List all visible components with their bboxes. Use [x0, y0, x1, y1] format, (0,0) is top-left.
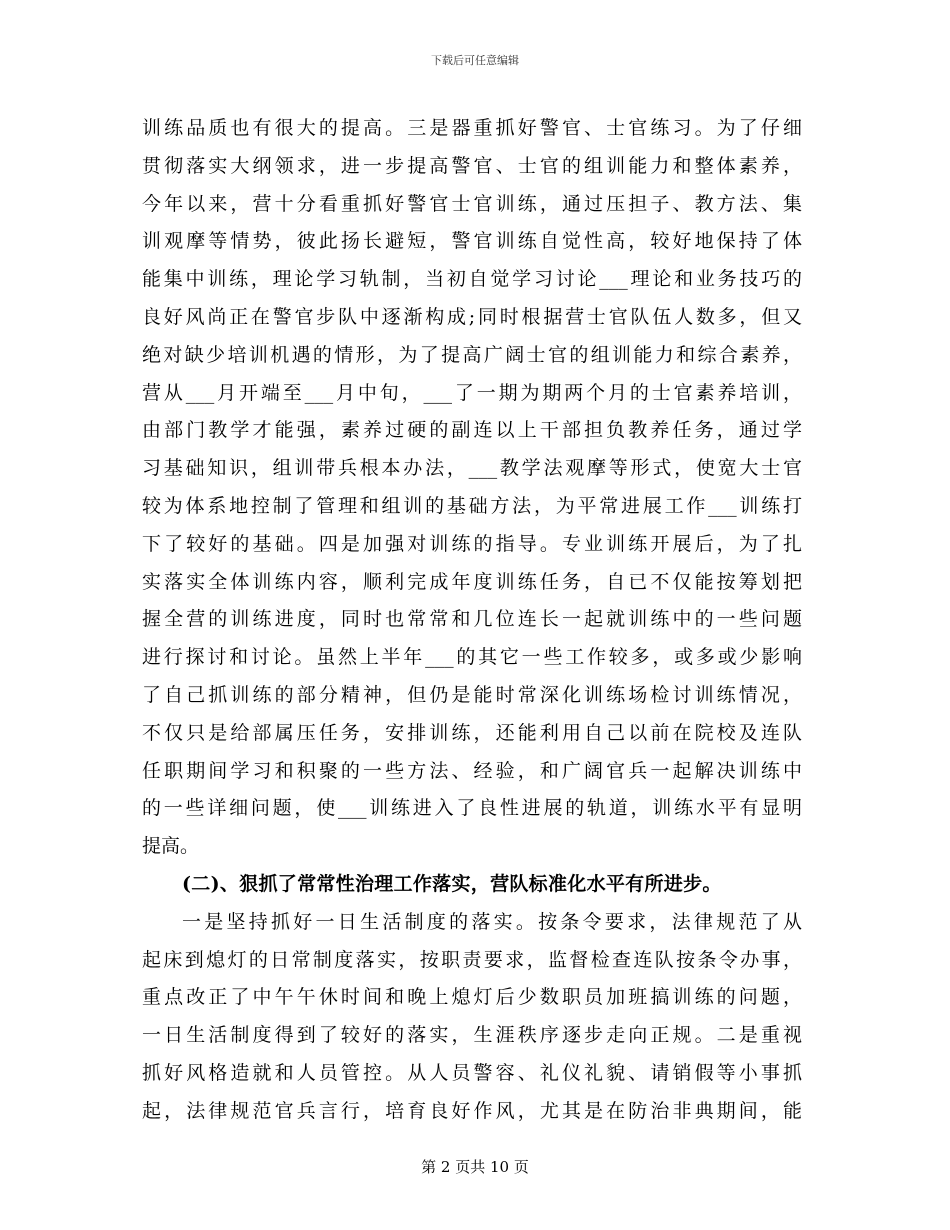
body-line: 良好风尚正在警官步队中逐渐构成;同时根据营士官队伍人数多，但又 — [142, 305, 802, 328]
body-line: 下了较好的基础。四是加强对训练的指导。专业训练开展后，为了扎 — [142, 532, 802, 555]
body-line: 由部门教学才能强，素养过硬的副连以上干部担负教养任务，通过学 — [142, 419, 802, 442]
body-line: 的一些详细问题，使___训练进入了良性进展的轨道，训练水平有显明 — [142, 797, 802, 820]
document-body — [142, 110, 802, 1131]
body-line: 能集中训练，理论学习轨制，当初自觉学习讨论___理论和业务技巧的 — [142, 268, 802, 291]
body-line: 了自己抓训练的部分精神，但仍是能时常深化训练场检讨训练情况， — [142, 683, 802, 706]
body-line: 起床到熄灯的日常制度落实，按职责要求，监督检查连队按条令办事， — [142, 948, 802, 971]
body-line: 起，法律规范官兵言行，培育良好作风，尤其是在防治非典期间，能 — [142, 1099, 802, 1122]
body-line: 不仅只是给部属压任务，安排训练，还能利用自己以前在院校及连队 — [142, 721, 802, 744]
body-line: 提高。 — [142, 835, 200, 858]
body-line: 训观摩等情势，彼此扬长避短，警官训练自觉性高，较好地保持了体 — [142, 230, 802, 253]
body-line: 重点改正了中午午休时间和晚上熄灯后少数职员加班搞训练的问题， — [142, 986, 802, 1009]
body-line: 一是坚持抓好一日生活制度的落实。按条令要求，法律规范了从 — [182, 910, 802, 933]
body-line: 营从___月开端至___月中旬，___了一期为期两个月的士官素养培训， — [142, 381, 802, 404]
body-line: 进行探讨和讨论。虽然上半年___的其它一些工作较多，或多或少影响 — [142, 646, 802, 669]
body-line: 一日生活制度得到了较好的落实，生涯秩序逐步走向正规。二是重视 — [142, 1024, 802, 1047]
body-line: 握全营的训练进度，同时也常常和几位连长一起就训练中的一些问题 — [142, 608, 802, 631]
section-heading: (二)、狠抓了常常性治理工作落实，营队标准化水平有所进步。 — [182, 872, 722, 895]
body-line: 习基础知识，组训带兵根本办法，___教学法观摩等形式，使宽大士官 — [142, 457, 802, 480]
page-number: 第 2 页共 10 页 — [421, 1158, 529, 1176]
page-header-note: 下载后可任意编辑 — [431, 54, 519, 67]
body-line: 较为体系地控制了管理和组训的基础方法，为平常进展工作___训练打 — [142, 494, 802, 517]
body-line: 今年以来，营十分看重抓好警官士官训练，通过压担子、教方法、集 — [142, 192, 802, 215]
body-line: 贯彻落实大纲领求，进一步提高警官、士官的组训能力和整体素养， — [142, 154, 802, 177]
body-line: 训练品质也有很大的提高。三是器重抓好警官、士官练习。为了仔细 — [142, 117, 802, 139]
body-line: 实落实全体训练内容，顺利完成年度训练任务，自已不仅能按筹划把 — [142, 570, 802, 593]
body-line: 任职期间学习和积聚的一些方法、经验，和广阔官兵一起解决训练中 — [142, 759, 802, 782]
body-line: 绝对缺少培训机遇的情形，为了提高广阔士官的组训能力和综合素养， — [142, 343, 802, 366]
body-line: 抓好风格造就和人员管控。从人员警容、礼仪礼貌、请销假等小事抓 — [142, 1061, 802, 1084]
